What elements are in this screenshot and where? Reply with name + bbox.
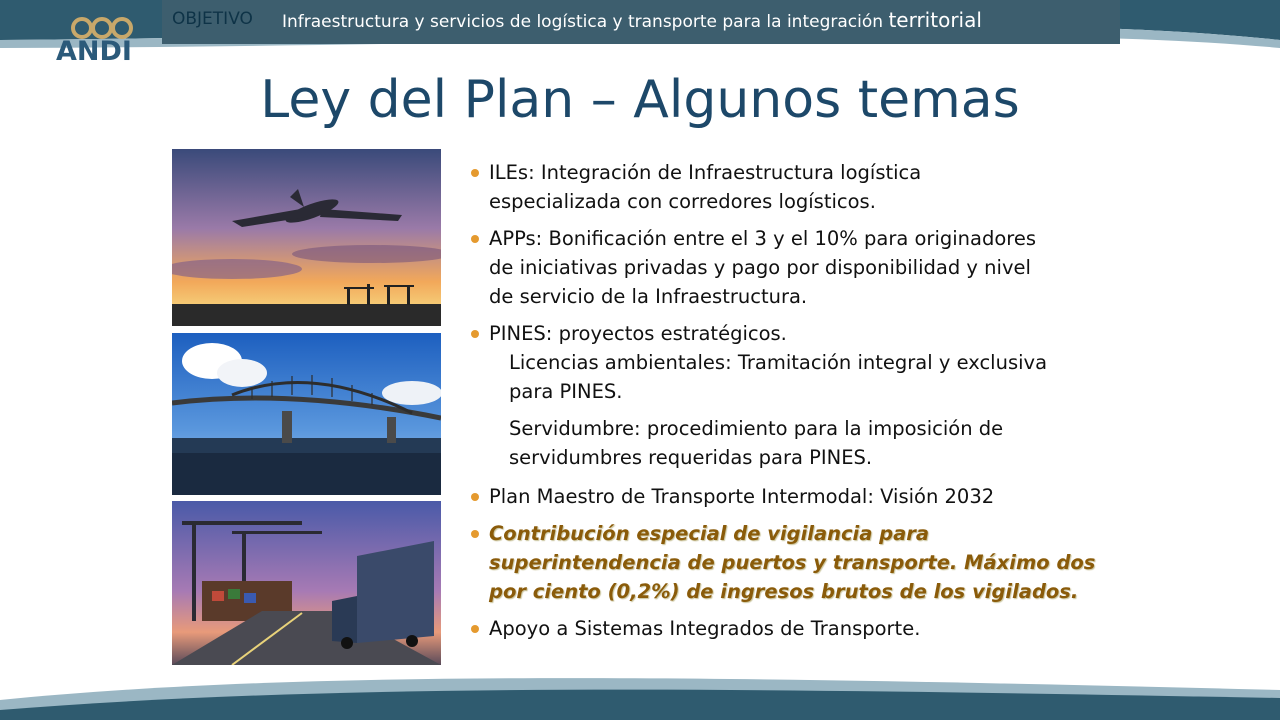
slide-title: Ley del Plan – Algunos temas xyxy=(260,70,1020,130)
bridge-photo xyxy=(172,333,441,495)
bullet-icon xyxy=(471,235,479,243)
list-item xyxy=(466,614,1146,643)
objective-text-last: territorial xyxy=(888,8,982,32)
objective-label: OBJETIVO xyxy=(172,9,253,29)
list-item xyxy=(466,224,1146,311)
list-item-line: servidumbres requeridas para PINES. xyxy=(509,446,873,469)
bullet-icon xyxy=(471,169,479,177)
bullet-icon xyxy=(471,493,479,501)
list-item-line: APPs: Bonificación entre el 3 y el 10% para originadores xyxy=(489,227,1037,250)
list-item-line: ILEs: Integración de Infraestructura logística xyxy=(489,161,922,184)
list-item xyxy=(466,482,1146,511)
bottom-wave-decoration xyxy=(0,660,1280,720)
bullet-icon xyxy=(471,625,479,633)
sub-list-item xyxy=(466,414,1146,472)
objective-text-main: Infraestructura y servicios de logística y transporte para la integración xyxy=(282,12,884,32)
bullet-list xyxy=(466,158,1146,643)
list-item-line: de iniciativas privadas y pago por disponibilidad y nivel xyxy=(489,256,1031,279)
list-item-line: Plan Maestro de Transporte Intermodal: Visión 2032 xyxy=(489,485,995,508)
highlighted-list-item xyxy=(466,519,1146,606)
logo-text: ANDI xyxy=(56,36,132,67)
objective-text xyxy=(282,8,982,32)
port-truck-photo xyxy=(172,501,441,665)
bullet-icon xyxy=(471,530,479,538)
objective-bar xyxy=(162,0,1120,44)
list-item-line: Licencias ambientales: Tramitación integral y exclusiva xyxy=(509,351,1048,374)
list-item-line: especializada con corredores logísticos. xyxy=(489,190,876,213)
list-item-line: Apoyo a Sistemas Integrados de Transporte. xyxy=(489,617,921,640)
list-item-line: por ciento (0,2%) de ingresos brutos de los vigilados. xyxy=(489,580,1079,603)
list-item-line: PINES: proyectos estratégicos. xyxy=(489,322,787,345)
list-item xyxy=(466,158,1146,216)
sub-list-item xyxy=(466,348,1146,406)
list-item xyxy=(466,319,1146,348)
list-item-line: superintendencia de puertos y transporte. Máximo dos xyxy=(489,551,1096,574)
list-item-line: para PINES. xyxy=(509,380,623,403)
bullet-icon xyxy=(471,330,479,338)
list-item-line: Servidumbre: procedimiento para la imposición de xyxy=(509,417,1004,440)
list-item-line: de servicio de la Infraestructura. xyxy=(489,285,808,308)
airplane-sunset-photo xyxy=(172,149,441,326)
list-item-line: Contribución especial de vigilancia para xyxy=(489,522,930,545)
